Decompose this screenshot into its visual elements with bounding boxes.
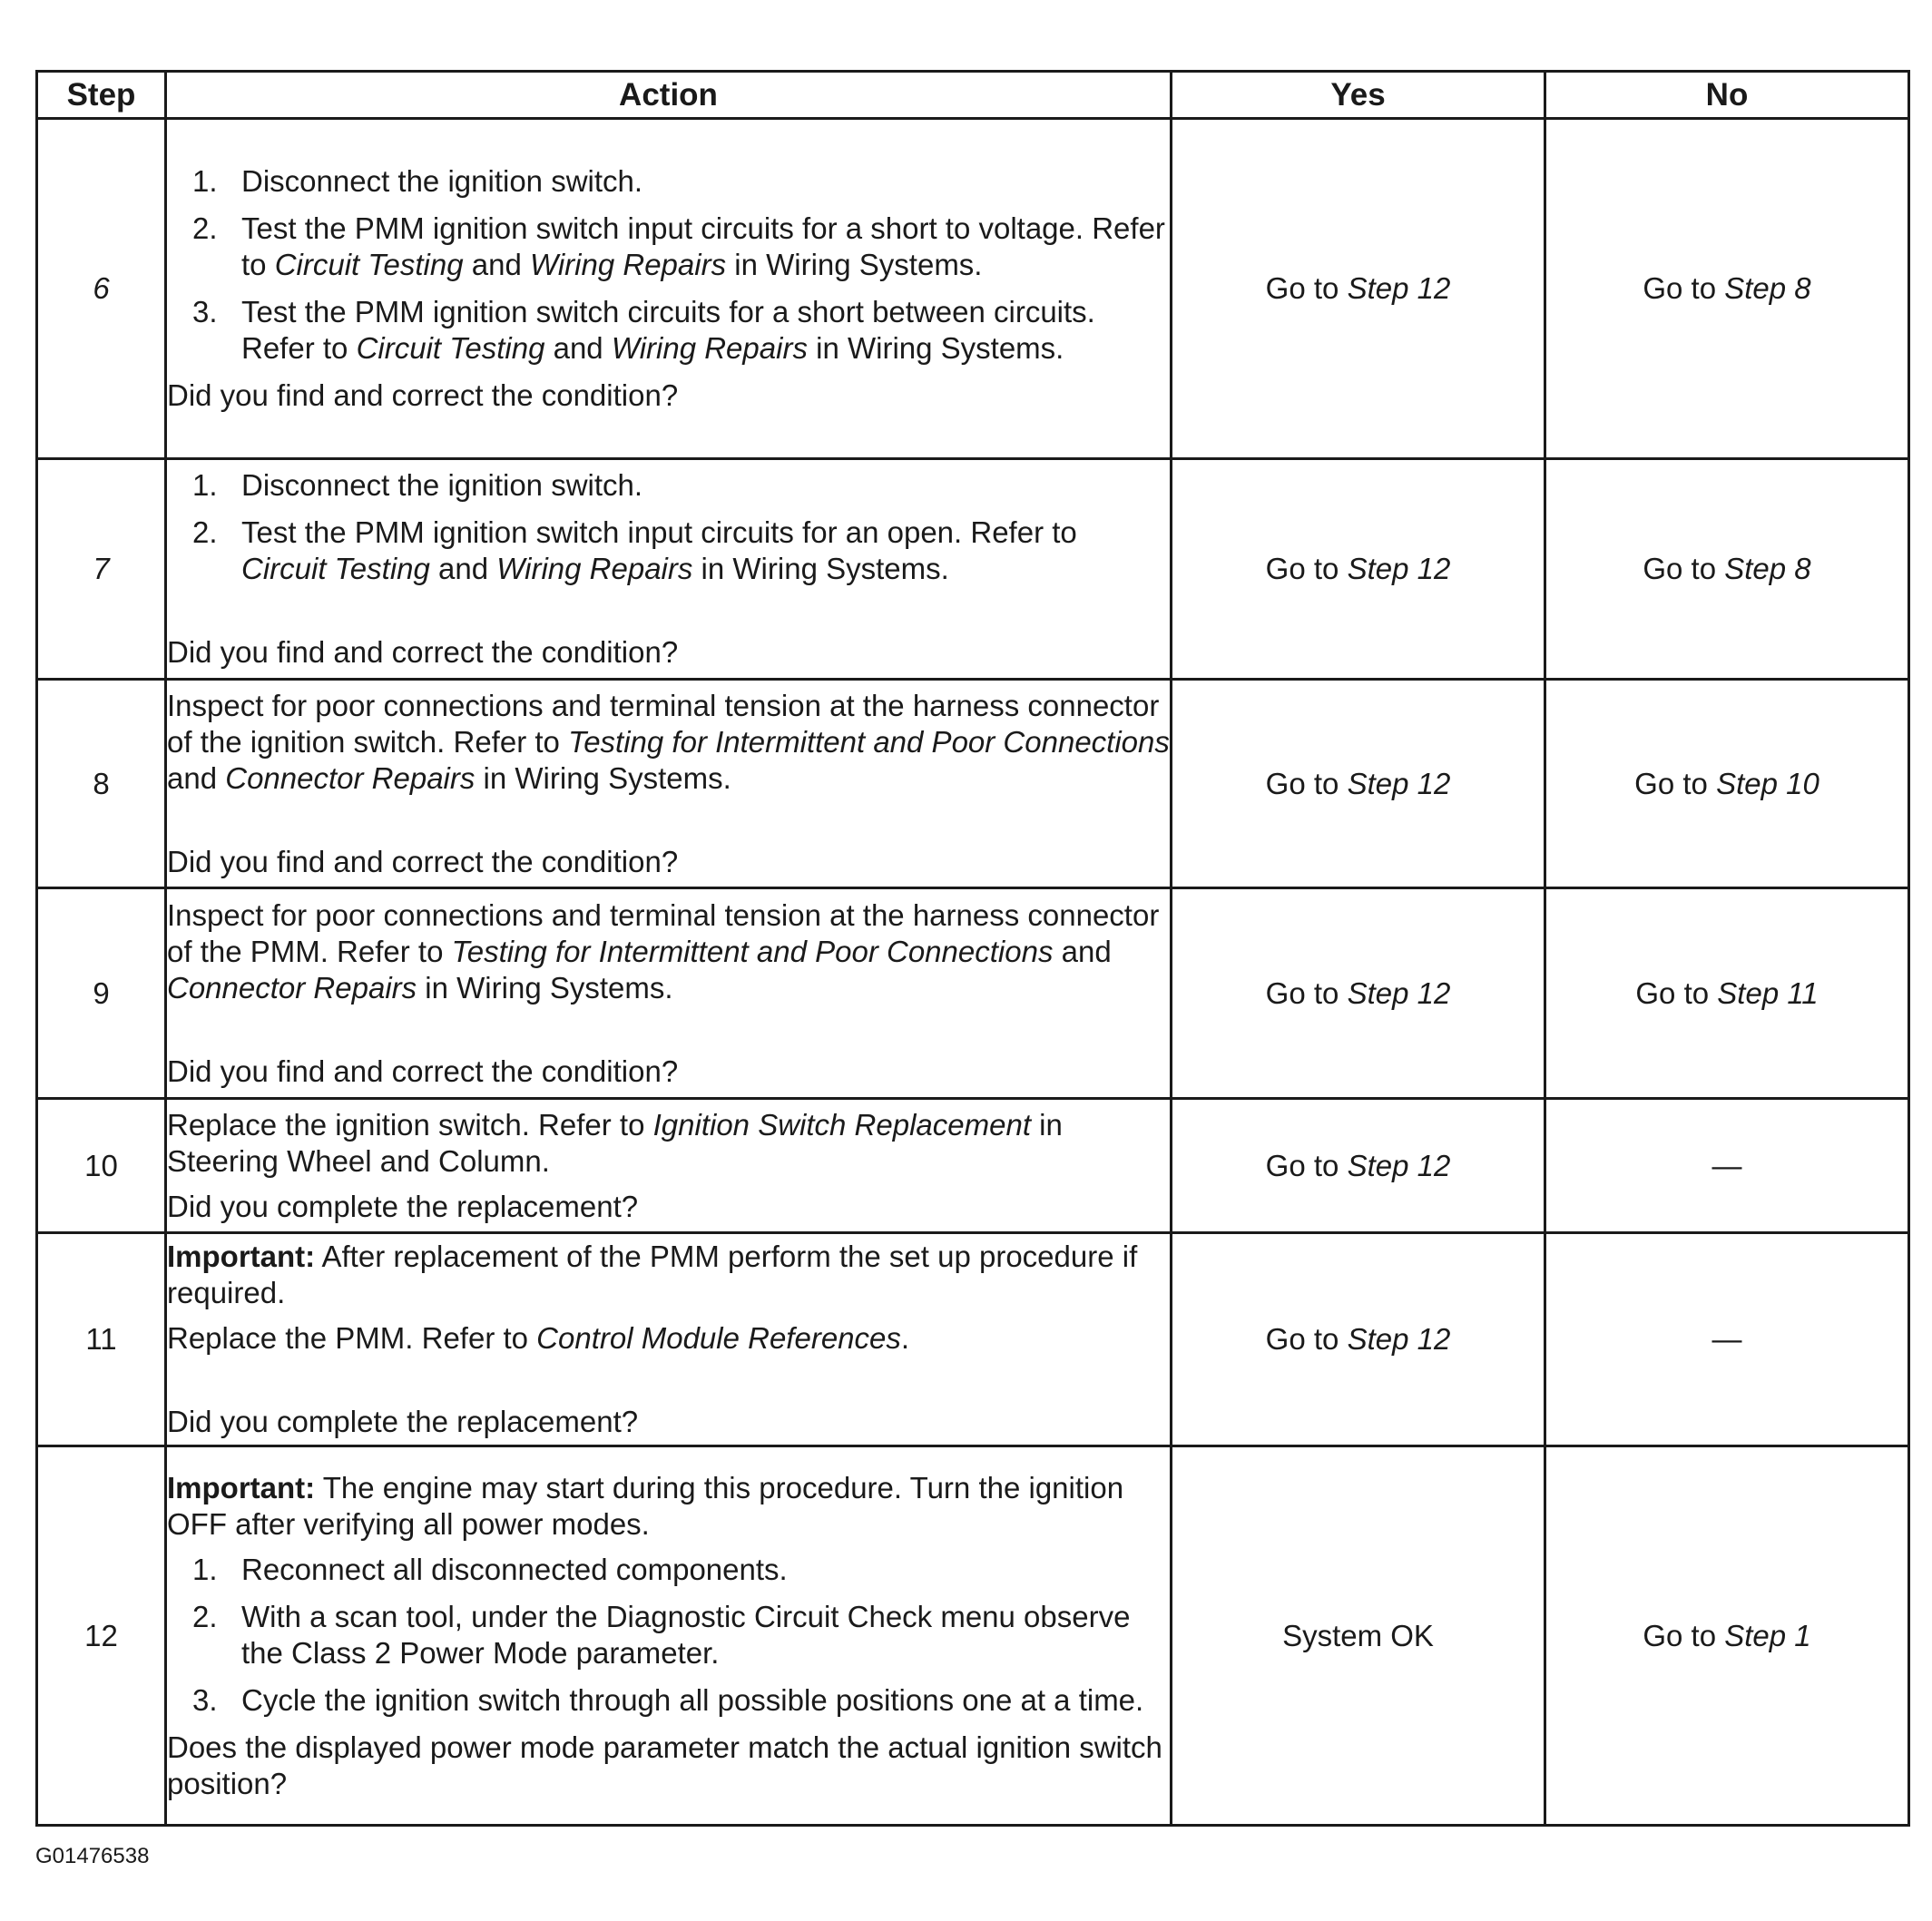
sub-step-list [167, 467, 1170, 587]
list-item: 2. Test the PMM ignition switch input circuits for an open. Refer to Circuit Testing and Wiring Repairs in Wiring Systems. [192, 515, 1077, 585]
action-cell [166, 1099, 1172, 1233]
step-number: 8 [37, 680, 166, 888]
table-row [37, 1233, 1909, 1446]
yes-cell: Go to Step 12 [1172, 680, 1545, 888]
list-item: 2. With a scan tool, under the Diagnostic Circuit Check menu observe the Class 2 Power Mode parameter. [192, 1599, 1131, 1670]
table-row [37, 680, 1909, 888]
yes-cell: Go to Step 12 [1172, 119, 1545, 459]
question-text: Did you find and correct the condition? [167, 378, 679, 412]
reference-link: Circuit Testing [274, 248, 464, 281]
table-row [37, 459, 1909, 680]
header-action: Action [166, 72, 1172, 119]
action-cell [166, 680, 1172, 888]
question-text: Did you complete the replacement? [167, 1189, 639, 1223]
list-item: 3. Test the PMM ignition switch circuits for a short between circuits. Refer to Circuit Testing and Wiring Repairs in Wiring Systems. [192, 295, 1095, 365]
step-number: 9 [37, 888, 166, 1099]
reference-link: Wiring Repairs [496, 552, 693, 585]
yes-cell: Go to Step 12 [1172, 1099, 1545, 1233]
action-cell [166, 459, 1172, 680]
action-cell [166, 119, 1172, 459]
question-text: Did you complete the replacement? [167, 1405, 639, 1438]
header-no: No [1545, 72, 1909, 119]
yes-cell: Go to Step 12 [1172, 888, 1545, 1099]
important-note: Important: After replacement of the PMM perform the set up procedure if required. [167, 1240, 1138, 1309]
table-row [37, 119, 1909, 459]
reference-link: Connector Repairs [225, 760, 476, 795]
no-cell: Go to Step 10 [1545, 680, 1909, 888]
reference-link: Circuit Testing [356, 331, 545, 365]
action-text: Inspect for poor connections and terminal tension at the harness connector of the PMM. Refer to Testing for Intermittent and Poor Connections and Connector Repairs in Wiring Systems. [167, 897, 1160, 1005]
step-number: 6 [37, 119, 166, 459]
figure-id: G01476538 [35, 1844, 150, 1868]
list-item: 1. Disconnect the ignition switch. [192, 164, 643, 198]
reference-link: Testing for Intermittent and Poor Connections [451, 934, 1054, 968]
action-text: Replace the PMM. Refer to Control Module References. [167, 1321, 910, 1355]
table-row [37, 1099, 1909, 1233]
question-text: Did you find and correct the condition? [167, 635, 679, 669]
list-item: 3. Cycle the ignition switch through all possible positions one at a time. [192, 1682, 1144, 1717]
sub-step-list [167, 1552, 1170, 1719]
question-text: Did you find and correct the condition? [167, 1054, 679, 1088]
step-number: 11 [37, 1233, 166, 1446]
no-cell: Go to Step 11 [1545, 888, 1909, 1099]
reference-link: Connector Repairs [167, 970, 417, 1005]
reference-link: Testing for Intermittent and Poor Connections [568, 724, 1170, 759]
yes-cell: System OK [1172, 1446, 1545, 1826]
step-number: 12 [37, 1446, 166, 1826]
question-text: Does the displayed power mode parameter match the actual ignition switch position? [167, 1730, 1162, 1800]
yes-cell: Go to Step 12 [1172, 459, 1545, 680]
reference-link: Ignition Switch Replacement [652, 1107, 1031, 1142]
no-cell: Go to Step 8 [1545, 459, 1909, 680]
reference-link: Control Module References [536, 1321, 901, 1355]
table-row [37, 1446, 1909, 1826]
action-text: Inspect for poor connections and terminal tension at the harness connector of the ignition switch. Refer to Testing for Intermittent and Poor Connections and Connector Repairs in Wiring Systems. [167, 688, 1170, 795]
table-row [37, 888, 1909, 1099]
yes-cell: Go to Step 12 [1172, 1233, 1545, 1446]
action-cell [166, 1446, 1172, 1826]
header-yes: Yes [1172, 72, 1545, 119]
list-item: 1. Disconnect the ignition switch. [192, 468, 643, 502]
action-cell [166, 888, 1172, 1099]
no-cell: — [1545, 1233, 1909, 1446]
list-item: 1. Reconnect all disconnected components. [192, 1552, 788, 1586]
important-note: Important: The engine may start during this procedure. Turn the ignition OFF after verifying all power modes. [167, 1470, 1124, 1541]
step-number: 7 [37, 459, 166, 680]
action-cell [166, 1233, 1172, 1446]
header-step: Step [37, 72, 166, 119]
action-text: Replace the ignition switch. Refer to Ignition Switch Replacement in Steering Wheel and Column. [167, 1107, 1063, 1178]
reference-link: Wiring Repairs [611, 331, 808, 365]
reference-link: Circuit Testing [241, 552, 430, 585]
step-number: 10 [37, 1099, 166, 1233]
diagnostic-table [35, 70, 1910, 1827]
reference-link: Wiring Repairs [529, 248, 727, 281]
list-item: 2. Test the PMM ignition switch input circuits for a short to voltage. Refer to Circuit Testing and Wiring Repairs in Wiring Systems. [192, 211, 1165, 281]
no-cell: Go to Step 8 [1545, 119, 1909, 459]
header-row [37, 72, 1909, 119]
no-cell: Go to Step 1 [1545, 1446, 1909, 1826]
no-cell: — [1545, 1099, 1909, 1233]
question-text: Did you find and correct the condition? [167, 844, 679, 878]
sub-step-list [167, 163, 1170, 367]
